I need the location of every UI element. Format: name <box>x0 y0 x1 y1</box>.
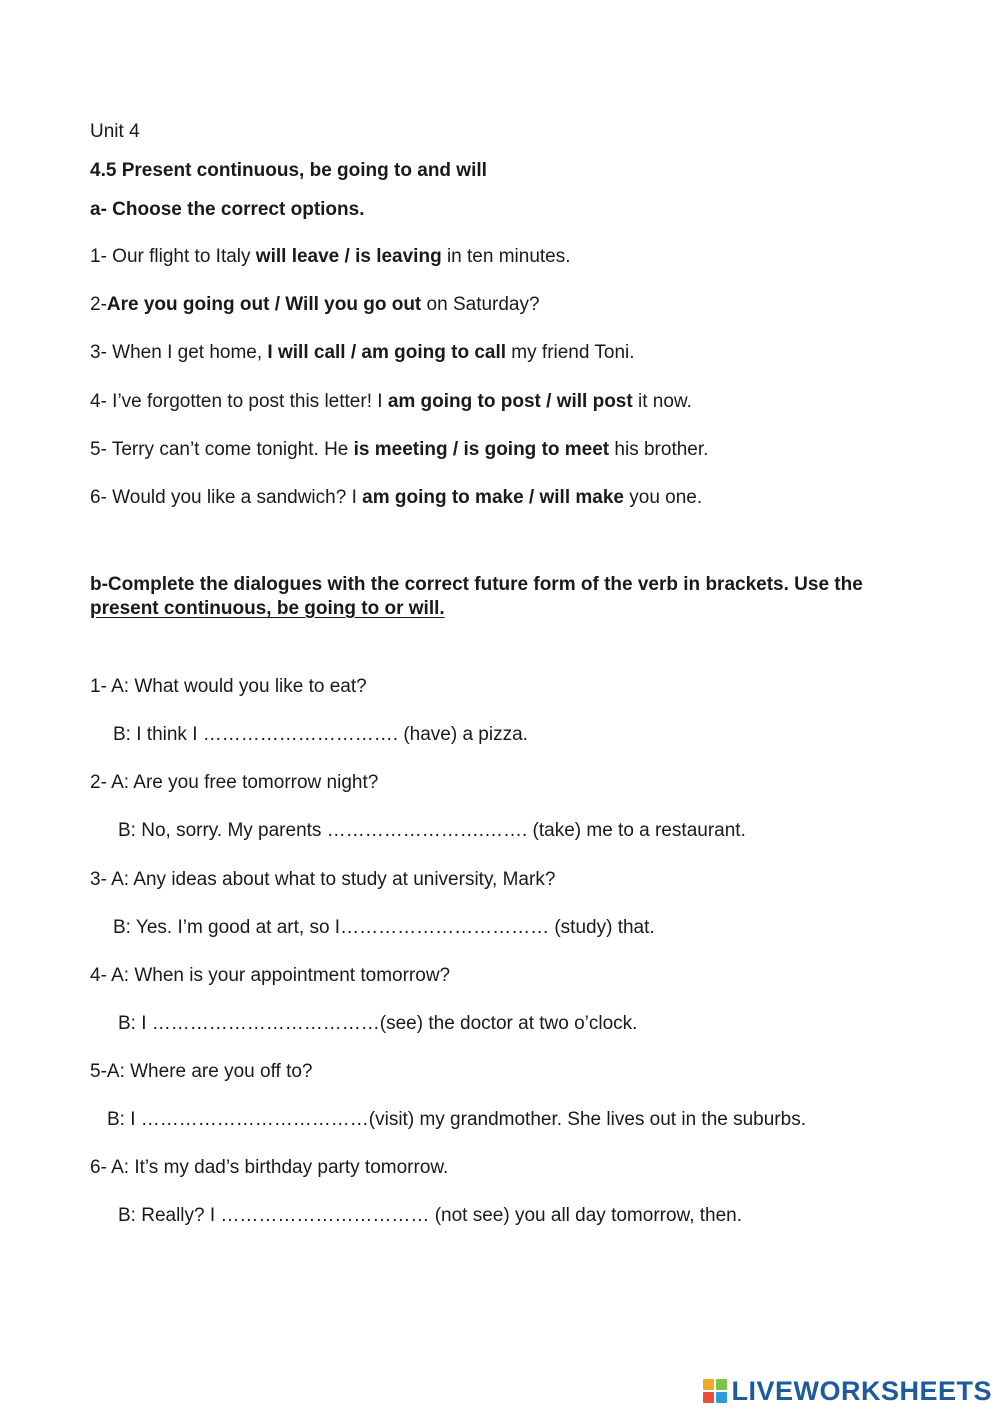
exercise-a-item <box>90 293 540 317</box>
item-options[interactable]: Are you going out / Will you go out <box>106 294 422 315</box>
unit-label: Unit 4 <box>90 121 140 142</box>
dialogue-answer-blank[interactable]: B: I ………………………………(visit) my grandmother. She lives out in the suburbs. <box>107 1109 806 1130</box>
dialogue-answer-blank[interactable]: B: I think I …………………………. (have) a pizza. <box>113 724 528 745</box>
item-options[interactable]: will leave / is leaving <box>255 246 442 267</box>
dialogue-question: 3- A: Any ideas about what to study at university, Mark? <box>90 869 556 890</box>
dialogue-question: 5-A: Where are you off to? <box>90 1061 313 1082</box>
exercise-a-item <box>90 486 702 510</box>
exercise-a-item <box>90 245 571 269</box>
section-b-heading-underlined: present continuous, be going to or will. <box>90 598 445 619</box>
exercise-a-item <box>90 438 708 462</box>
dialogue-answer-blank[interactable]: B: Yes. I’m good at art, so I…………………………… (study) that. <box>113 917 655 938</box>
item-text-before: 1- Our flight to Italy <box>90 246 256 267</box>
item-text-before: 6- Would you like a sandwich? I <box>90 487 363 508</box>
section-a-heading: a- Choose the correct options. <box>90 199 365 220</box>
item-text-after: in ten minutes. <box>441 246 571 267</box>
logo-text: LIVEWORKSHEETS <box>731 1375 992 1406</box>
dialogue-question: 2- A: Are you free tomorrow night? <box>90 772 379 793</box>
section-b-heading <box>90 573 910 621</box>
dialogue-answer-blank[interactable]: B: No, sorry. My parents …………………….……. (take) me to a restaurant. <box>118 820 746 841</box>
item-options[interactable]: I will call / am going to call <box>267 342 507 363</box>
item-text-after: my friend Toni. <box>506 342 635 363</box>
logo-grid-icon <box>703 1379 727 1403</box>
item-text-after: his brother. <box>609 439 709 460</box>
item-options[interactable]: is meeting / is going to meet <box>353 439 610 460</box>
liveworksheets-logo <box>703 1375 992 1407</box>
dialogue-question: 4- A: When is your appointment tomorrow? <box>90 965 451 986</box>
exercise-a-item <box>90 341 635 365</box>
item-text-after: on Saturday? <box>421 294 540 315</box>
section-b-heading-text: b-Complete the dialogues with the correct future form of the verb in brackets. Use the <box>90 574 863 595</box>
item-text-before: 3- When I get home, <box>90 342 268 363</box>
page-title: 4.5 Present continuous, be going to and will <box>90 160 487 181</box>
item-options[interactable]: am going to post / will post <box>387 391 633 412</box>
dialogue-question: 6- A: It’s my dad’s birthday party tomorrow. <box>90 1157 449 1178</box>
item-text-before: 2- <box>90 294 107 315</box>
exercise-a-item <box>90 390 692 414</box>
dialogue-question: 1- A: What would you like to eat? <box>90 676 367 697</box>
dialogue-answer-blank[interactable]: B: I ………………………………(see) the doctor at two o’clock. <box>118 1013 638 1034</box>
item-text-before: 4- I’ve forgotten to post this letter! I <box>90 391 388 412</box>
item-text-after: you one. <box>623 487 703 508</box>
item-options[interactable]: am going to make / will make <box>362 487 624 508</box>
item-text-after: it now. <box>632 391 692 412</box>
item-text-before: 5- Terry can’t come tonight. He <box>90 439 354 460</box>
dialogue-answer-blank[interactable]: B: Really? I …………………………… (not see) you all day tomorrow, then. <box>118 1205 743 1226</box>
